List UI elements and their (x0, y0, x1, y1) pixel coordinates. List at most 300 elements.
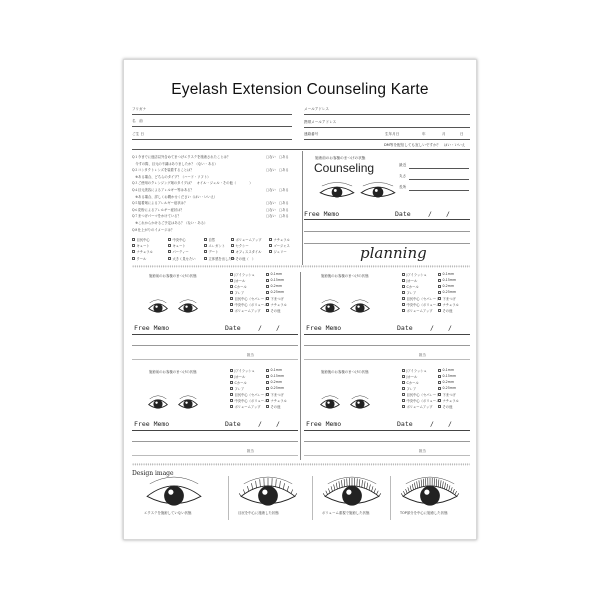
image-option-checkbox[interactable] (132, 243, 150, 248)
question-text: Q３ご使用のクレンジング剤のタイプは？ オイル・ジェル・その他（ ） (132, 181, 253, 186)
image-option-checkbox[interactable] (132, 249, 153, 254)
email-line (304, 114, 470, 115)
plan-free-memo: Free Memo (134, 324, 170, 332)
plan-size-checkbox[interactable] (266, 284, 282, 288)
plan-option-checkbox[interactable] (230, 386, 244, 391)
mobile-email-label: 携帯メールアドレス (304, 120, 337, 124)
plan-date-slash: / (276, 324, 280, 332)
checkbox-icon[interactable] (168, 257, 171, 260)
year-label: 年 (422, 132, 426, 136)
counseling-eye-left-icon (317, 185, 357, 199)
plan-size-label: その他 (442, 405, 453, 409)
counseling-label: 施術前のお客様のまつげの状態 (315, 156, 366, 160)
image-option-label: ナチュラル (136, 250, 153, 255)
plan-option-checkbox[interactable] (402, 296, 443, 301)
image-option-label: デート (208, 250, 219, 255)
checkbox-icon[interactable] (438, 381, 441, 384)
plan-option-checkbox[interactable] (230, 368, 255, 373)
plan-size-label: 0.15mm (270, 374, 285, 378)
plan-size-label: 0.25mm (270, 290, 285, 294)
image-option-label: キュート (136, 244, 150, 249)
plan-size-label: 0.1mm (442, 368, 455, 372)
image-option-label: クール (136, 256, 147, 261)
plan-eye-icon (177, 302, 199, 314)
plan-option-label: ボリュームアップ (406, 309, 433, 313)
checkbox-icon[interactable] (402, 387, 405, 390)
plan-size-label: 0.25mm (442, 386, 457, 390)
image-option-checkbox[interactable] (168, 243, 186, 248)
plan-free-memo: Free Memo (306, 420, 342, 428)
counseling-memo-line (304, 219, 470, 220)
plan-size-checkbox[interactable] (266, 392, 284, 397)
month-label: 月 (442, 132, 446, 136)
plan-size-checkbox[interactable] (266, 296, 284, 301)
checkbox-icon[interactable] (269, 238, 272, 241)
dotted-separator-1 (132, 265, 470, 268)
checkbox-icon[interactable] (269, 250, 272, 253)
phone-label: 連絡番号 (304, 132, 319, 136)
plan-size-checkbox[interactable] (438, 272, 454, 276)
question-text: 今すの際、目元の不調はありましたか？（ない・ある） (132, 161, 218, 166)
checkbox-icon[interactable] (266, 279, 269, 282)
counseling-field-1-line (409, 168, 469, 169)
checkbox-icon[interactable] (402, 279, 405, 282)
checkbox-icon[interactable] (168, 238, 171, 241)
checkbox-icon[interactable] (266, 291, 269, 294)
image-option-checkbox[interactable] (132, 237, 150, 242)
design-eye-icon (142, 482, 206, 508)
checkbox-icon[interactable] (230, 381, 233, 384)
plan-option-label: 中央中心（ボリューム） (406, 303, 443, 307)
plan-eye-icon (349, 302, 371, 314)
plan-option-checkbox[interactable] (230, 380, 247, 385)
image-option-checkbox[interactable] (231, 237, 262, 242)
checkbox-icon[interactable] (402, 309, 405, 312)
plan-size-label: ナチュラル (442, 303, 459, 307)
plan-memo-line (132, 430, 298, 431)
counseling-field-2: 丸さ (399, 174, 407, 178)
checkbox-icon[interactable] (231, 238, 234, 241)
plan-option-label: 中央中心（ボリューム） (406, 399, 443, 403)
plan-block-label: 施術後のお客様のまつげの状態 (321, 274, 369, 278)
plan-size-checkbox[interactable] (266, 272, 282, 276)
checkbox-icon[interactable] (438, 375, 441, 378)
question-text: Q４目元美容によるアレルギー等はある？ (132, 188, 194, 192)
plan-option-checkbox[interactable] (402, 284, 419, 289)
plan-size-checkbox[interactable] (266, 368, 282, 372)
plan-block-label: 施術後のお客様のまつげの状態 (321, 370, 369, 374)
checkbox-icon[interactable] (438, 369, 441, 372)
plan-option-checkbox[interactable] (402, 290, 416, 295)
plan-date-slash: / (430, 420, 434, 428)
plan-size-label: その他 (270, 309, 281, 313)
checkbox-icon[interactable] (266, 405, 269, 408)
plan-size-checkbox[interactable] (266, 374, 284, 378)
image-option-checkbox[interactable] (204, 237, 215, 242)
plan-eye-icon (147, 302, 169, 314)
image-option-checkbox[interactable] (269, 249, 287, 254)
furigana-label: フリガナ (132, 107, 147, 111)
checkbox-icon[interactable] (204, 250, 207, 253)
checkbox-icon[interactable] (402, 285, 405, 288)
checkbox-icon[interactable] (230, 297, 233, 300)
plan-option-checkbox[interactable] (402, 278, 417, 283)
plan-size-checkbox[interactable] (266, 308, 280, 313)
plan-eye-icon (147, 398, 169, 410)
checkbox-icon[interactable] (438, 309, 441, 312)
plan-size-checkbox[interactable] (266, 386, 284, 390)
image-option-label: 大きく見せたい (172, 256, 196, 261)
dm-note: DM等を配信しても宜しいですか？ はい・いいえ (384, 143, 466, 147)
checkbox-icon[interactable] (132, 238, 135, 241)
checkbox-icon[interactable] (230, 369, 233, 372)
design-caption: エクステを施術していない状態 (144, 511, 192, 515)
checkbox-icon[interactable] (402, 369, 405, 372)
checkbox-icon[interactable] (230, 375, 233, 378)
image-option-checkbox[interactable] (269, 243, 290, 248)
plan-size-checkbox[interactable] (438, 296, 456, 301)
plan-size-checkbox[interactable] (438, 290, 456, 294)
plan-option-checkbox[interactable] (402, 302, 443, 307)
checkbox-icon[interactable] (204, 244, 207, 247)
checkbox-icon[interactable] (402, 405, 405, 408)
dotted-separator-2 (132, 463, 470, 466)
counseling-field-2-line (409, 179, 469, 180)
plan-option-label: フレア (406, 387, 417, 391)
checkbox-icon[interactable] (266, 273, 269, 276)
question-options: □ない □ある (266, 155, 289, 159)
question-options: □ない □ある (266, 168, 289, 173)
plan-option-label: Cカール (234, 285, 247, 289)
checkbox-icon[interactable] (438, 279, 441, 282)
plan-size-checkbox[interactable] (438, 302, 459, 307)
checkbox-icon[interactable] (402, 291, 405, 294)
checkbox-icon[interactable] (438, 393, 441, 396)
plan-option-checkbox[interactable] (230, 398, 271, 403)
plan-size-checkbox[interactable] (438, 368, 454, 372)
image-option-label: 立体感を出したい (208, 256, 235, 261)
plan-free-memo: Free Memo (306, 324, 342, 332)
image-option-checkbox[interactable] (231, 249, 261, 254)
image-option-checkbox[interactable] (168, 237, 186, 242)
plan-option-checkbox[interactable] (402, 398, 443, 403)
plan-size-checkbox[interactable] (438, 398, 459, 403)
image-option-checkbox[interactable] (231, 243, 249, 248)
image-option-checkbox[interactable] (204, 249, 218, 254)
plan-size-checkbox[interactable] (266, 278, 284, 282)
name-line (132, 126, 292, 127)
checkbox-icon[interactable] (230, 279, 233, 282)
birthday-line (132, 139, 292, 140)
plan-option-checkbox[interactable] (402, 404, 433, 409)
checkbox-icon[interactable] (438, 303, 441, 306)
checkbox-icon[interactable] (402, 375, 405, 378)
plan-size-checkbox[interactable] (438, 308, 452, 313)
counseling-karte-sheet (123, 59, 477, 540)
image-option-checkbox[interactable] (132, 256, 146, 261)
plan-date: Date (397, 324, 413, 332)
plan-option-label: Jカール (234, 279, 246, 283)
checkbox-icon[interactable] (266, 309, 269, 312)
checkbox-icon[interactable] (266, 393, 269, 396)
plan-option-label: Jアイラッシュ (234, 273, 255, 277)
birthday-label: ご生 日 (132, 132, 144, 136)
mobile-email-line (304, 127, 470, 128)
checkbox-icon[interactable] (438, 285, 441, 288)
plan-size-label: 0.2mm (270, 380, 283, 384)
plan-memo-line (304, 345, 470, 346)
image-option-label: ボリュームアップ (235, 238, 262, 242)
checkbox-icon[interactable] (230, 405, 233, 408)
plan-block-label: 施術前のお客様のまつげの状態 (149, 370, 197, 374)
image-option-checkbox[interactable] (269, 237, 290, 242)
image-option-label: 目尻中心 (136, 238, 150, 242)
checkbox-icon[interactable] (266, 387, 269, 390)
plan-sign-label: 担当 (247, 449, 254, 453)
checkbox-icon[interactable] (230, 273, 233, 276)
counseling-date-slash-1: / (428, 210, 432, 218)
question-options: □ない □ある (266, 188, 289, 192)
plan-size-label: ナチュラル (270, 399, 287, 403)
checkbox-icon[interactable] (266, 369, 269, 372)
plan-option-label: 中央中心（ボリューム） (234, 399, 271, 403)
design-caption: TOP部分を中心に施術した状態 (400, 511, 448, 515)
plan-size-checkbox[interactable] (438, 374, 456, 378)
checkbox-icon[interactable] (402, 399, 405, 402)
plan-size-checkbox[interactable] (438, 284, 454, 288)
checkbox-icon[interactable] (438, 405, 441, 408)
design-divider (228, 476, 229, 520)
checkbox-icon[interactable] (438, 387, 441, 390)
day-label: 日 (460, 132, 464, 136)
plan-option-checkbox[interactable] (402, 392, 443, 397)
checkbox-icon[interactable] (402, 381, 405, 384)
plan-option-checkbox[interactable] (230, 404, 261, 409)
plan-size-checkbox[interactable] (266, 380, 282, 384)
checkbox-icon[interactable] (438, 399, 441, 402)
plan-size-checkbox[interactable] (438, 392, 456, 397)
image-option-label: オフィススタイル (235, 250, 262, 255)
question-text: Q６花粉によるアレルギー症状は？ (132, 207, 184, 212)
plan-sign-line (304, 359, 470, 360)
plan-size-checkbox[interactable] (266, 404, 280, 409)
checkbox-icon[interactable] (230, 291, 233, 294)
checkbox-icon[interactable] (438, 273, 441, 276)
plan-option-checkbox[interactable] (402, 308, 433, 313)
plan-size-label: 0.1mm (442, 272, 455, 276)
checkbox-icon[interactable] (266, 375, 269, 378)
checkbox-icon[interactable] (231, 257, 234, 260)
plan-date-slash: / (276, 420, 280, 428)
plan-option-label: 目尻中心（セパレート） (234, 393, 271, 397)
design-eye-icon (398, 482, 462, 508)
design-caption: 目尻を中心に施術した状態 (238, 511, 279, 515)
plan-sign-line (304, 455, 470, 456)
plan-option-label: フレア (234, 387, 245, 391)
plan-memo-line (304, 430, 470, 431)
header-divider (132, 149, 470, 150)
checkbox-icon[interactable] (438, 297, 441, 300)
checkbox-icon[interactable] (231, 244, 234, 247)
plan-option-label: 目尻中心（セパレート） (234, 297, 271, 301)
question-text: Q２コンタクトレンズを装着することは？ (132, 168, 194, 173)
plan-size-label: 0.25mm (442, 290, 457, 294)
question-text: ※ある場合、どちらのタイプ？（ハード・ソフト） (132, 174, 211, 179)
plan-option-checkbox[interactable] (402, 374, 417, 379)
plan-size-label: 0.25mm (270, 386, 285, 390)
checkbox-icon[interactable] (402, 273, 405, 276)
design-image-title: Design image (132, 470, 174, 477)
plan-option-label: フレア (406, 291, 417, 295)
plan-option-checkbox[interactable] (230, 272, 255, 277)
checkbox-icon[interactable] (132, 250, 135, 253)
plan-size-label: その他 (442, 309, 453, 313)
plan-size-label: 0.1mm (270, 272, 283, 276)
checkbox-icon[interactable] (438, 291, 441, 294)
plan-option-checkbox[interactable] (230, 290, 244, 295)
plan-date: Date (397, 420, 413, 428)
checkbox-icon[interactable] (132, 244, 135, 247)
plan-option-checkbox[interactable] (230, 392, 271, 397)
plan-option-checkbox[interactable] (402, 368, 427, 373)
plan-divider (300, 272, 301, 460)
question-text: Q７まつげパーマをかけている？ (132, 214, 181, 219)
plan-size-checkbox[interactable] (266, 302, 287, 307)
plan-option-label: ボリュームアップ (234, 405, 261, 409)
planning-heading: planning (360, 244, 427, 262)
plan-size-label: その他 (270, 405, 281, 409)
checkbox-icon[interactable] (266, 303, 269, 306)
plan-size-checkbox[interactable] (438, 278, 456, 282)
plan-size-checkbox[interactable] (266, 398, 287, 403)
checkbox-icon[interactable] (266, 297, 269, 300)
plan-size-label: 下まつげ (270, 393, 284, 397)
plan-date-slash: / (448, 420, 452, 428)
plan-option-checkbox[interactable] (402, 386, 416, 391)
checkbox-icon[interactable] (266, 399, 269, 402)
plan-option-checkbox[interactable] (230, 374, 245, 379)
question-text: ※ある場合、詳しくお聞かせください（はい・いいえ） (132, 194, 218, 199)
plan-option-label: Jアイラッシュ (406, 273, 427, 277)
counseling-field-3: 長所 (399, 185, 407, 189)
name-label: 名 前 (132, 119, 143, 123)
plan-sign-label: 担当 (247, 353, 254, 357)
plan-date-slash: / (258, 420, 262, 428)
checkbox-icon[interactable] (402, 303, 405, 306)
plan-memo-line (304, 334, 470, 335)
image-option-checkbox[interactable] (231, 256, 255, 261)
plan-option-checkbox[interactable] (230, 296, 271, 301)
image-option-checkbox[interactable] (204, 243, 225, 248)
checkbox-icon[interactable] (132, 257, 135, 260)
plan-sign-line (132, 359, 298, 360)
counseling-date: Date (395, 210, 411, 218)
question-text: Q８仕上がりのイメージは？ (132, 227, 175, 232)
image-option-label: 中央中心 (172, 238, 186, 242)
checkbox-icon[interactable] (402, 297, 405, 300)
plan-size-checkbox[interactable] (438, 386, 456, 390)
plan-size-checkbox[interactable] (266, 290, 284, 294)
image-option-label: ナチュラル (273, 238, 290, 242)
checkbox-icon[interactable] (204, 257, 207, 260)
image-option-label: その他（ ） (235, 256, 256, 261)
plan-size-label: 下まつげ (442, 297, 456, 301)
plan-block-label: 施術前のお客様のまつげの状態 (149, 274, 197, 278)
plan-option-label: Cカール (406, 381, 419, 385)
plan-option-label: 目尻中心（セパレート） (406, 393, 443, 397)
plan-option-checkbox[interactable] (230, 302, 271, 307)
plan-eye-icon (349, 398, 371, 410)
image-option-label: パーティー (172, 250, 189, 255)
checkbox-icon[interactable] (230, 285, 233, 288)
design-divider (312, 476, 313, 520)
plan-size-checkbox[interactable] (438, 380, 454, 384)
checkbox-icon[interactable] (204, 238, 207, 241)
plan-option-checkbox[interactable] (402, 380, 419, 385)
checkbox-icon[interactable] (230, 387, 233, 390)
checkbox-icon[interactable] (230, 303, 233, 306)
plan-size-label: 0.15mm (270, 278, 285, 282)
design-eye-icon (236, 482, 300, 508)
counseling-heading: Counseling (314, 161, 375, 175)
plan-size-checkbox[interactable] (438, 404, 452, 409)
checkbox-icon[interactable] (230, 393, 233, 396)
checkbox-icon[interactable] (168, 244, 171, 247)
plan-option-checkbox[interactable] (230, 284, 247, 289)
checkbox-icon[interactable] (231, 250, 234, 253)
plan-option-checkbox[interactable] (230, 308, 261, 313)
design-eye-icon (320, 482, 384, 508)
checkbox-icon[interactable] (269, 244, 272, 247)
plan-memo-line (304, 441, 470, 442)
plan-free-memo: Free Memo (134, 420, 170, 428)
plan-date-slash: / (258, 324, 262, 332)
plan-sign-label: 担当 (419, 449, 426, 453)
plan-sign-label: 担当 (419, 353, 426, 357)
plan-option-checkbox[interactable] (230, 278, 245, 283)
checkbox-icon[interactable] (230, 309, 233, 312)
plan-option-label: 目尻中心（セパレート） (406, 297, 443, 301)
plan-option-label: ボリュームアップ (406, 405, 433, 409)
checkbox-icon[interactable] (266, 285, 269, 288)
phone-line (304, 139, 470, 140)
image-option-label: 自然 (208, 238, 216, 242)
plan-size-label: ナチュラル (270, 303, 287, 307)
plan-option-label: Jカール (406, 375, 418, 379)
checkbox-icon[interactable] (168, 250, 171, 253)
checkbox-icon[interactable] (266, 381, 269, 384)
question-text: ※これからかけるご予定はある？（ない・ある） (132, 221, 208, 225)
design-divider (390, 476, 391, 520)
plan-option-label: Cカール (234, 381, 247, 385)
plan-size-label: 0.2mm (442, 284, 455, 288)
counseling-date-slash-2: / (446, 210, 450, 218)
image-option-checkbox[interactable] (168, 249, 189, 254)
image-option-checkbox[interactable] (168, 256, 196, 261)
checkbox-icon[interactable] (402, 393, 405, 396)
checkbox-icon[interactable] (230, 399, 233, 402)
plan-date-slash: / (448, 324, 452, 332)
image-option-label: キュート (172, 244, 186, 249)
question-text: Q１今までに他店以外含めてまつげエクステを施術されたことは？ (132, 155, 231, 159)
plan-option-label: Cカール (406, 285, 419, 289)
plan-option-label: フレア (234, 291, 245, 295)
plan-size-label: 0.2mm (270, 284, 283, 288)
image-option-label: セクシー (235, 244, 249, 249)
plan-size-label: 0.1mm (270, 368, 283, 372)
plan-option-checkbox[interactable] (402, 272, 427, 277)
email-label: メールアドレス (304, 107, 329, 111)
